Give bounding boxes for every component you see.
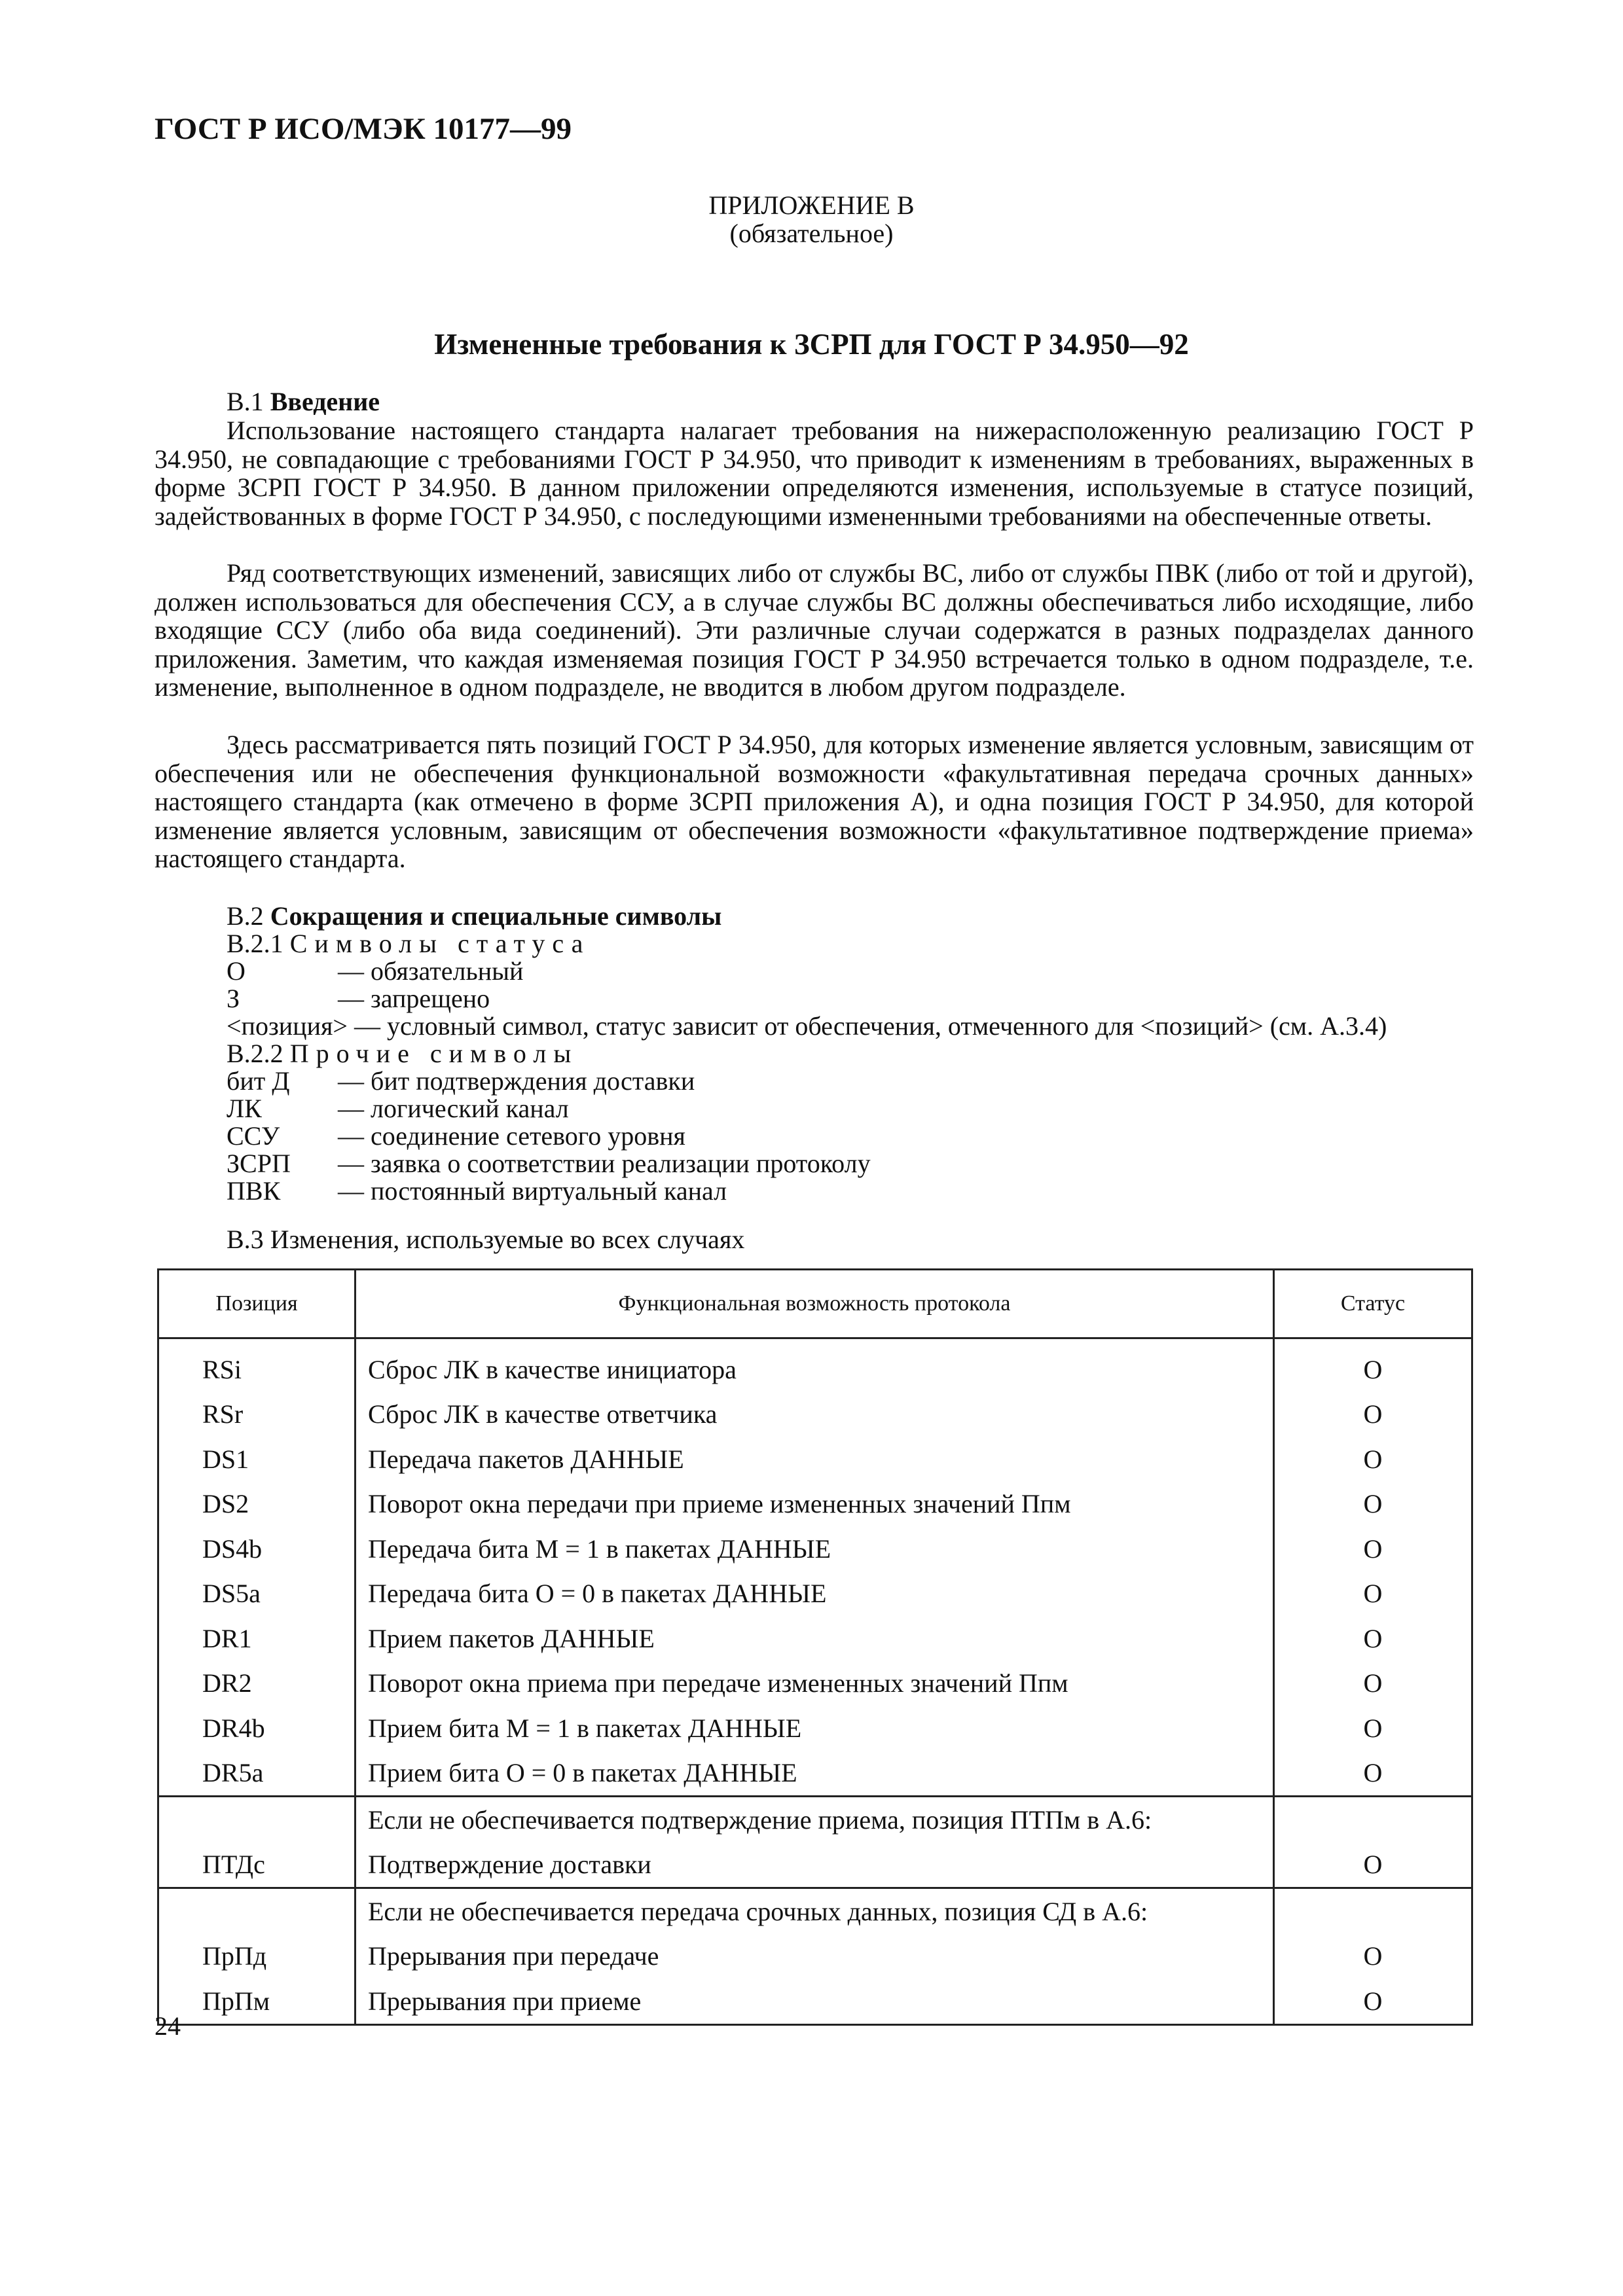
subsection-b21-heading bbox=[227, 928, 590, 959]
symbol-term: З bbox=[227, 984, 240, 1013]
cell-position: DR5a bbox=[158, 1751, 356, 1797]
cell-capability: Передача пакетов ДАННЫЕ bbox=[356, 1437, 1274, 1482]
section-b3-heading bbox=[227, 1224, 744, 1255]
symbol-term: ПВК bbox=[227, 1176, 281, 1206]
section-heading-text: Сокращения и специальные символы bbox=[270, 901, 722, 931]
cell-capability: Поворот окна приема при передаче измененных значений Ппм bbox=[356, 1661, 1274, 1706]
table-row bbox=[158, 1437, 1472, 1482]
subsection-number: В.2.2 bbox=[227, 1039, 283, 1068]
symbol-definition: — запрещено bbox=[338, 984, 490, 1013]
cell-capability: Прерывания при передаче bbox=[356, 1934, 1274, 1979]
appendix-title: ПРИЛОЖЕНИЕ В bbox=[708, 190, 915, 220]
table-row bbox=[158, 1751, 1472, 1797]
conditional-symbol-note: <позиция> — условный символ, статус зависит от обеспечения, отмеченного для <позиций> (см. А.3.4) bbox=[227, 1011, 1387, 1041]
cell-capability: Подтверждение доставки bbox=[356, 1842, 1274, 1888]
page-number: 24 bbox=[155, 2011, 181, 2041]
section-number: В.1 bbox=[227, 387, 264, 416]
document-header: ГОСТ Р ИСО/МЭК 10177—99 bbox=[155, 112, 572, 146]
cell-status: О bbox=[1274, 1526, 1472, 1571]
cell-position: DR1 bbox=[158, 1616, 356, 1661]
cell-position: DR4b bbox=[158, 1706, 356, 1751]
table-row bbox=[158, 1934, 1472, 1979]
symbol-term: ЗСРП bbox=[227, 1149, 291, 1178]
cell-status: О bbox=[1274, 1392, 1472, 1437]
symbol-term: О bbox=[227, 956, 246, 986]
table-row bbox=[158, 1661, 1472, 1706]
cell-position: DS1 bbox=[158, 1437, 356, 1482]
symbol-term: бит Д bbox=[227, 1066, 290, 1096]
symbol-definition: — обязательный bbox=[338, 956, 524, 986]
cell-position bbox=[158, 1797, 356, 1842]
table-row bbox=[158, 1616, 1472, 1661]
cell-status: О bbox=[1274, 1616, 1472, 1661]
paragraph: Здесь рассматривается пять позиций ГОСТ Р 34.950, для которых изменение является условным, зависящим от обеспечения или не обеспечения функциональной возможности «факультативная передача срочных данных» настоящего стандарта (как отмечено в форме ЗСРП приложения А), и одна позиция ГОСТ Р 34.950, для которой изменение является условным, зависящим от обеспечения возможности «факультативное подтверждение приема» настоящего стандарта. bbox=[155, 730, 1474, 873]
paragraph: Ряд соответствующих изменений, зависящих либо от службы ВС, либо от службы ПВК (либо от той и другой), должен использоваться для обеспечения ССУ, а в случае службы ВС должны обеспечиваться либо исходящие, либо входящие ССУ (либо оба вида соединений). Эти различные случаи содержатся в разных подразделах данного приложения. Заметим, что каждая изменяемая позиция ГОСТ Р 34.950 встречается только в одном подразделе, т.е. изменение, выполненное в одном подразделе, не вводится в любом другом подразделе. bbox=[155, 558, 1474, 702]
cell-capability: Передача бита О = 0 в пакетах ДАННЫЕ bbox=[356, 1571, 1274, 1617]
table-row bbox=[158, 1797, 1472, 1842]
cell-status: О bbox=[1274, 1338, 1472, 1392]
symbol-definition: — соединение сетевого уровня bbox=[338, 1121, 685, 1151]
subsection-title: Прочие символы bbox=[289, 1039, 579, 1068]
cell-status: О bbox=[1274, 1661, 1472, 1706]
cell-capability: Сброс ЛК в качестве инициатора bbox=[356, 1338, 1274, 1392]
column-header-position: Позиция bbox=[158, 1270, 356, 1338]
subsection-number: В.2.1 bbox=[227, 929, 283, 958]
table-header-row bbox=[158, 1270, 1472, 1338]
table-row bbox=[158, 1571, 1472, 1617]
section-title: Измененные требования к ЗСРП для ГОСТ Р 34.950—92 bbox=[434, 328, 1189, 361]
table-row bbox=[158, 1338, 1472, 1392]
cell-capability: Передача бита М = 1 в пакетах ДАННЫЕ bbox=[356, 1526, 1274, 1571]
table-row bbox=[158, 1888, 1472, 1934]
appendix-subtitle: (обязательное) bbox=[729, 219, 894, 248]
cell-position: DR2 bbox=[158, 1661, 356, 1706]
section-heading-text: Введение bbox=[270, 387, 380, 416]
cell-status: О bbox=[1274, 1979, 1472, 2024]
cell-condition: Если не обеспечивается подтверждение приема, позиция ПТПм в А.6: bbox=[356, 1797, 1274, 1842]
cell-capability: Прием пакетов ДАННЫЕ bbox=[356, 1616, 1274, 1661]
cell-position: DS2 bbox=[158, 1482, 356, 1527]
paragraph: Использование настоящего стандарта налагает требования на нижерасположенную реализацию ГОСТ Р 34.950, не совпадающие с требованиями ГОСТ Р 34.950, что приводит к изменениям в требованиях, выраженных в форме ЗСРП ГОСТ Р 34.950. В данном приложении определяются изменения, используемые в статусе позиций, задействованных в форме ГОСТ Р 34.950, с последующими измененными требованиями на обеспеченные ответы. bbox=[155, 416, 1474, 531]
cell-status bbox=[1274, 1797, 1472, 1842]
cell-position: ПТДс bbox=[158, 1842, 356, 1888]
cell-condition: Если не обеспечивается передача срочных данных, позиция СД в А.6: bbox=[356, 1888, 1274, 1934]
section-heading-text: Изменения, используемые во всех случаях bbox=[270, 1225, 745, 1254]
cell-status: О bbox=[1274, 1934, 1472, 1979]
cell-position: DS5a bbox=[158, 1571, 356, 1617]
table-row bbox=[158, 1842, 1472, 1888]
symbol-term: ССУ bbox=[227, 1121, 280, 1151]
symbol-definition: — постоянный виртуальный канал bbox=[338, 1176, 727, 1206]
cell-status: О bbox=[1274, 1571, 1472, 1617]
cell-position: RSr bbox=[158, 1392, 356, 1437]
cell-capability: Прием бита М = 1 в пакетах ДАННЫЕ bbox=[356, 1706, 1274, 1751]
changes-table bbox=[157, 1268, 1473, 2026]
symbol-term: ЛК bbox=[227, 1094, 262, 1123]
table-row bbox=[158, 1392, 1472, 1437]
cell-capability: Сброс ЛК в качестве ответчика bbox=[356, 1392, 1274, 1437]
cell-status: О bbox=[1274, 1751, 1472, 1797]
cell-capability: Прерывания при приеме bbox=[356, 1979, 1274, 2024]
cell-status: О bbox=[1274, 1437, 1472, 1482]
table-row bbox=[158, 1706, 1472, 1751]
section-b2-heading bbox=[227, 901, 721, 931]
symbol-definition: — заявка о соответствии реализации протоколу bbox=[338, 1149, 871, 1178]
cell-capability: Прием бита О = 0 в пакетах ДАННЫЕ bbox=[356, 1751, 1274, 1797]
cell-capability: Поворот окна передачи при приеме измененных значений Ппм bbox=[356, 1482, 1274, 1527]
subsection-title: Символы статуса bbox=[289, 929, 591, 958]
section-number: В.2 bbox=[227, 901, 264, 931]
cell-status: О bbox=[1274, 1706, 1472, 1751]
table-row bbox=[158, 1482, 1472, 1527]
cell-position: RSi bbox=[158, 1338, 356, 1392]
symbol-definition: — логический канал bbox=[338, 1094, 569, 1123]
cell-status: О bbox=[1274, 1842, 1472, 1888]
section-b1-heading bbox=[227, 386, 380, 417]
cell-status: О bbox=[1274, 1482, 1472, 1527]
column-header-capability: Функциональная возможность протокола bbox=[356, 1270, 1274, 1338]
cell-position: DS4b bbox=[158, 1526, 356, 1571]
column-header-status: Статус bbox=[1274, 1270, 1472, 1338]
symbol-definition: — бит подтверждения доставки bbox=[338, 1066, 695, 1096]
subsection-b22-heading bbox=[227, 1038, 578, 1069]
cell-status bbox=[1274, 1888, 1472, 1934]
cell-position: ПрПд bbox=[158, 1934, 356, 1979]
cell-position: ПрПм bbox=[158, 1979, 356, 2024]
section-number: В.3 bbox=[227, 1225, 264, 1254]
cell-position bbox=[158, 1888, 356, 1934]
table-row bbox=[158, 1526, 1472, 1571]
table-row bbox=[158, 1979, 1472, 2024]
